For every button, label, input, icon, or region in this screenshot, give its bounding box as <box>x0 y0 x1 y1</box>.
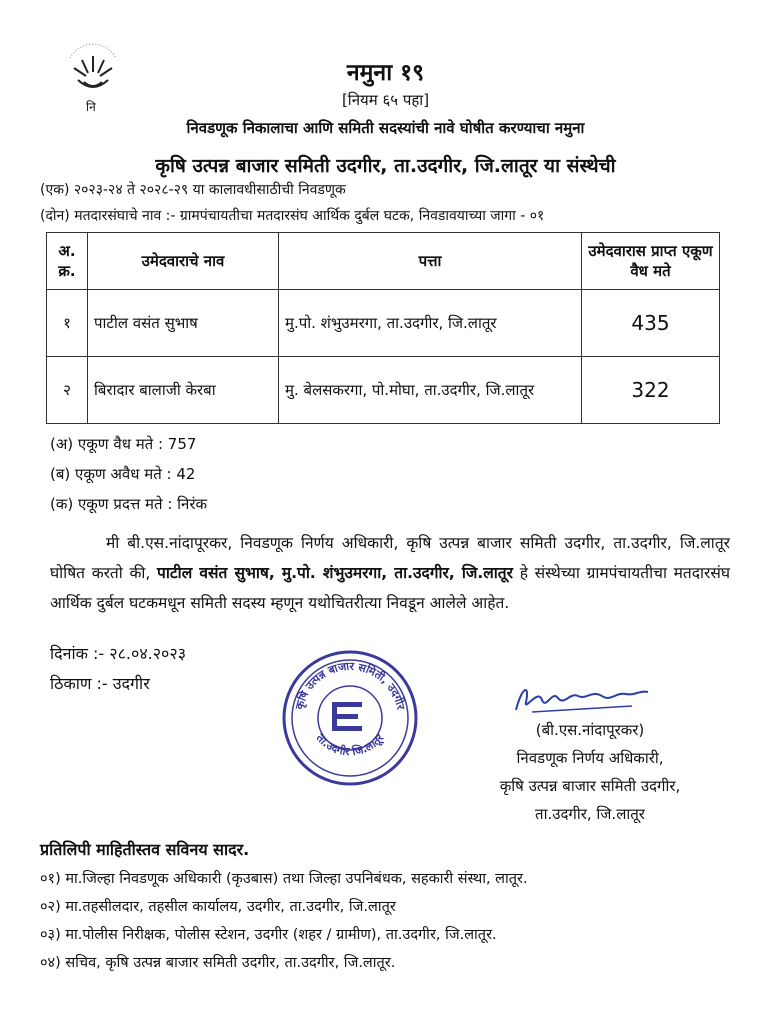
header-name: उमेदवाराचे नाव <box>88 233 279 290</box>
rule-reference: [नियम ६५ पहा] <box>341 91 430 109</box>
declaration-text-2: हे संस्थेच्या ग्रामपंचायतीचा मतदारसंघ आर्थिक दुर्बल घटकमधून समिती सदस्य म्हणून यथोचितरीत्या निवडून आलेले आहेत. <box>50 564 730 612</box>
officer-designation: निवडणूक निर्णय अधिकारी, <box>516 749 664 767</box>
copy-recipient: ०४) सचिव, कृषि उत्पन्न बाजार समिती उदगीर, ता.उदगीर, जि.लातूर. <box>40 955 396 971</box>
copy-recipient: ०३) मा.पोलीस निरीक्षक, पोलीस स्टेशन, उदगीर (शहर / ग्रामीण), ता.उदगीर, जि.लातूर. <box>40 927 497 943</box>
election-period: (एक) २०२३-२४ ते २०२८-२९ या कालावधीसाठीची निवडणूक <box>40 182 346 198</box>
signature-icon <box>512 682 652 716</box>
constituency-name: (दोन) मतदारसंघाचे नाव :- ग्रामपंचायतीचा मतदारसंघ आर्थिक दुर्बल घटक, निवडावयाच्या जागा - ०१ <box>40 208 545 224</box>
officer-name: (बी.एस.नांदापूरकर) <box>535 721 645 739</box>
page-title: नमुना १९ <box>346 60 425 86</box>
cell-sr: २ <box>47 357 88 424</box>
copy-recipient: ०२) मा.तहसीलदार, तहसील कार्यालय, उदगीर, ता.उदगीर, जि.लातूर <box>40 899 396 915</box>
cell-address: मु. बेलसकरगा, पो.मोघा, ता.उदगीर, जि.लातूर <box>279 357 582 424</box>
results-table <box>46 232 720 424</box>
header-address: पत्ता <box>279 233 582 290</box>
cell-address: मु.पो. शंभुउमरगा, ता.उदगीर, जि.लातूर <box>279 290 582 357</box>
official-stamp <box>280 648 420 788</box>
cell-votes: 322 <box>582 357 720 424</box>
stamp-seal-icon <box>280 648 420 788</box>
logo-caption: नि <box>86 100 96 114</box>
institution-name: कृषि उत्पन्न बाजार समिती उदगीर, ता.उदगीर, जि.लातूर या संस्थेची <box>155 155 616 177</box>
copy-recipient: ०१) मा.जिल्हा निवडणूक अधिकारी (कृउबास) तथा जिल्हा उपनिबंधक, सहकारी संस्था, लातूर. <box>40 871 528 887</box>
officer-location: ता.उदगीर, जि.लातूर <box>535 805 645 823</box>
form-subtitle: निवडणूक निकालाचा आणि समिती सदस्यांची नावे घोषीत करण्याचा नमुना <box>186 119 585 137</box>
table-row <box>47 290 720 357</box>
total-invalid-votes: (ब) एकूण अवैध मते : 42 <box>50 465 196 483</box>
document-place: ठिकाण :- उदगीर <box>50 674 150 693</box>
stamp-bottom-text: ता.उदगीर जि.लातूर <box>313 731 387 759</box>
winner-name: पाटील वसंत सुभाष, मु.पो. शंभुउमरगा, ता.उदगीर, जि.लातूर <box>157 564 513 582</box>
total-cast-votes: (क) एकूण प्रदत्त मते : निरंक <box>50 495 208 513</box>
table-header-row <box>47 233 720 290</box>
declaration-text-1: मी बी.एस.नांदापूरकर, निवडणूक निर्णय अधिकारी, कृषि उत्पन्न बाजार समिती उदगीर, ता.उदगीर, जि.लातूर घोषित करतो की, <box>50 534 730 582</box>
cell-sr: १ <box>47 290 88 357</box>
svg-text:ता.उदगीर जि.लातूर <box>313 731 387 759</box>
stamp-outer-text: कृषि उत्पन्न बाजार समिती, उदगीर <box>292 659 408 711</box>
cell-votes: 435 <box>582 290 720 357</box>
signature-scribble <box>512 682 652 716</box>
header-votes: उमेदवारास प्राप्त एकूण वैध मते <box>582 233 720 290</box>
total-valid-votes: (अ) एकूण वैध मते : 757 <box>50 435 197 453</box>
header-sr: अ. क्र. <box>47 233 88 290</box>
declaration-paragraph <box>50 528 730 618</box>
copy-to-heading: प्रतिलिपी माहितीस्तव सविनय सादर. <box>40 840 250 859</box>
cell-name: पाटील वसंत सुभाष <box>88 290 279 357</box>
cell-name: बिरादार बालाजी केरबा <box>88 357 279 424</box>
document-date: दिनांक :- २८.०४.२०२३ <box>50 644 187 663</box>
table-row <box>47 357 720 424</box>
officer-office: कृषि उत्पन्न बाजार समिती उदगीर, <box>499 777 681 795</box>
